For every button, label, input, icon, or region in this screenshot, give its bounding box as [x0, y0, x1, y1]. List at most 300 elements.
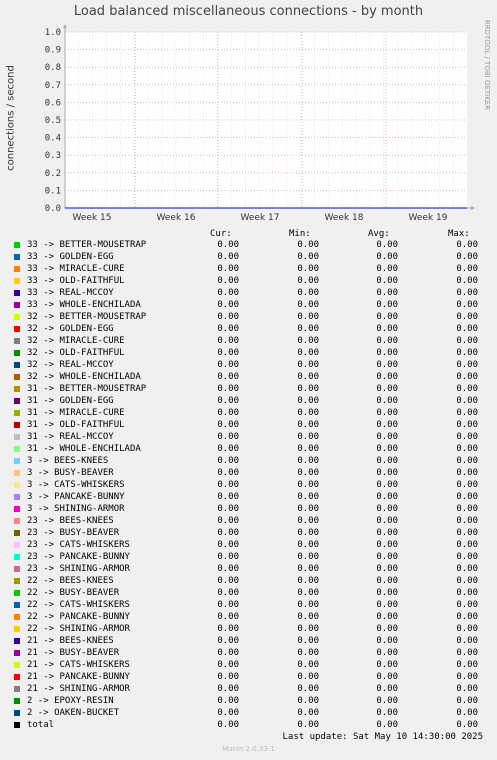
legend-value-avg: 0.00 — [376, 348, 398, 358]
legend-value-avg: 0.00 — [376, 276, 398, 286]
legend-swatch — [14, 242, 20, 248]
legend-value-cur: 0.00 — [217, 360, 239, 370]
legend-value-avg: 0.00 — [376, 612, 398, 622]
legend-row — [0, 348, 497, 360]
legend-value-cur: 0.00 — [217, 552, 239, 562]
legend-value-cur: 0.00 — [217, 540, 239, 550]
legend-value-avg: 0.00 — [376, 624, 398, 634]
legend-value-max: 0.00 — [456, 252, 478, 262]
legend-swatch — [14, 302, 20, 308]
legend-value-cur: 0.00 — [217, 480, 239, 490]
munin-version: Munin 2.0.33-1 — [222, 745, 275, 753]
legend-value-cur: 0.00 — [217, 444, 239, 454]
legend-value-min: 0.00 — [297, 660, 319, 670]
legend-value-avg: 0.00 — [376, 708, 398, 718]
legend-row — [0, 504, 497, 516]
legend-value-min: 0.00 — [297, 672, 319, 682]
legend-swatch — [14, 398, 20, 404]
legend-value-avg: 0.00 — [376, 432, 398, 442]
y-tick-label: 0.7 — [44, 80, 61, 91]
legend-series-name: 2 -> OAKEN-BUCKET — [27, 708, 120, 718]
legend-row — [0, 384, 497, 396]
legend-value-cur: 0.00 — [217, 576, 239, 586]
legend-value-min: 0.00 — [297, 360, 319, 370]
x-tick-label: Week 19 — [408, 213, 448, 223]
legend-series-name: 32 -> MIRACLE-CURE — [27, 336, 125, 346]
legend-value-min: 0.00 — [297, 372, 319, 382]
legend-value-min: 0.00 — [297, 420, 319, 430]
legend-value-cur: 0.00 — [217, 516, 239, 526]
y-tick-label: 0.0 — [44, 204, 61, 214]
legend-row — [0, 300, 497, 312]
legend-swatch — [14, 266, 20, 272]
legend-value-max: 0.00 — [456, 456, 478, 466]
y-tick-label: 0.5 — [44, 116, 61, 126]
legend-value-avg: 0.00 — [376, 240, 398, 250]
legend-series-name: 22 -> SHINING-ARMOR — [27, 624, 130, 634]
legend-swatch — [14, 410, 20, 416]
rrdtool-watermark: RRDTOOL / TOBI OETIKER — [483, 19, 491, 111]
legend-value-min: 0.00 — [297, 456, 319, 466]
legend-swatch — [14, 350, 20, 356]
legend-value-cur: 0.00 — [217, 300, 239, 310]
legend-value-max: 0.00 — [456, 636, 478, 646]
legend-value-cur: 0.00 — [217, 648, 239, 658]
legend-row — [0, 372, 497, 384]
legend-row — [0, 576, 497, 588]
legend-value-cur: 0.00 — [217, 720, 239, 730]
legend-value-min: 0.00 — [297, 708, 319, 718]
legend-series-name: 23 -> BUSY-BEAVER — [27, 528, 120, 538]
legend-swatch — [14, 566, 20, 572]
legend-value-max: 0.00 — [456, 312, 478, 322]
legend-value-avg: 0.00 — [376, 516, 398, 526]
y-tick-label: 0.1 — [44, 186, 61, 197]
legend-value-avg: 0.00 — [376, 492, 398, 502]
last-update: Last update: Sat May 10 14:30:00 2025 — [282, 732, 483, 742]
legend-value-max: 0.00 — [456, 516, 478, 526]
legend-swatch — [14, 530, 20, 536]
legend-value-avg: 0.00 — [376, 540, 398, 550]
legend-value-min: 0.00 — [297, 564, 319, 574]
legend-value-min: 0.00 — [297, 504, 319, 514]
legend-value-min: 0.00 — [297, 468, 319, 478]
legend-swatch — [14, 314, 20, 320]
legend-series-name: 22 -> BUSY-BEAVER — [27, 588, 120, 598]
legend-row — [0, 276, 497, 288]
legend-row — [0, 240, 497, 252]
legend-value-avg: 0.00 — [376, 372, 398, 382]
legend-value-max: 0.00 — [456, 648, 478, 658]
legend-swatch — [14, 650, 20, 656]
legend-value-min: 0.00 — [297, 552, 319, 562]
legend-swatch — [14, 518, 20, 524]
legend-header-cur: Cur: — [210, 229, 232, 239]
legend-row — [0, 456, 497, 468]
legend-swatch — [14, 422, 20, 428]
legend-value-max: 0.00 — [456, 408, 478, 418]
legend-series-name: 21 -> BUSY-BEAVER — [27, 648, 120, 658]
legend-value-max: 0.00 — [456, 480, 478, 490]
legend-value-cur: 0.00 — [217, 468, 239, 478]
legend-value-max: 0.00 — [456, 528, 478, 538]
legend-value-avg: 0.00 — [376, 456, 398, 466]
legend-value-min: 0.00 — [297, 348, 319, 358]
legend-value-avg: 0.00 — [376, 360, 398, 370]
legend-swatch — [14, 458, 20, 464]
legend-value-cur: 0.00 — [217, 492, 239, 502]
legend-series-name: 22 -> PANCAKE-BUNNY — [27, 612, 130, 622]
legend-value-min: 0.00 — [297, 336, 319, 346]
legend-series-name: 32 -> BETTER-MOUSETRAP — [27, 312, 147, 322]
legend-value-avg: 0.00 — [376, 588, 398, 598]
legend-value-avg: 0.00 — [376, 444, 398, 454]
legend-value-min: 0.00 — [297, 396, 319, 406]
legend-value-min: 0.00 — [297, 612, 319, 622]
legend-swatch — [14, 290, 20, 296]
legend-series-name: 22 -> BEES-KNEES — [27, 576, 114, 586]
legend-value-max: 0.00 — [456, 324, 478, 334]
legend-value-min: 0.00 — [297, 516, 319, 526]
legend-row — [0, 516, 497, 528]
legend-value-min: 0.00 — [297, 588, 319, 598]
legend-series-name: 33 -> REAL-MCCOY — [27, 288, 114, 298]
legend-swatch — [14, 338, 20, 344]
legend-series-name: 23 -> BEES-KNEES — [27, 516, 114, 526]
legend-value-max: 0.00 — [456, 492, 478, 502]
legend-series-name: 3 -> PANCAKE-BUNNY — [27, 492, 125, 502]
legend-swatch — [14, 662, 20, 668]
legend-value-avg: 0.00 — [376, 648, 398, 658]
legend-value-min: 0.00 — [297, 528, 319, 538]
legend-value-cur: 0.00 — [217, 504, 239, 514]
legend-value-cur: 0.00 — [217, 684, 239, 694]
legend-value-cur: 0.00 — [217, 384, 239, 394]
legend-row — [0, 660, 497, 672]
legend-value-avg: 0.00 — [376, 504, 398, 514]
legend-row — [0, 264, 497, 276]
legend-row — [0, 444, 497, 456]
legend-series-name: 33 -> WHOLE-ENCHILADA — [27, 300, 141, 310]
legend-value-min: 0.00 — [297, 384, 319, 394]
legend-header-min: Min: — [289, 229, 311, 239]
legend-swatch — [14, 362, 20, 368]
legend-row — [0, 480, 497, 492]
legend-value-avg: 0.00 — [376, 528, 398, 538]
legend-series-name: 21 -> PANCAKE-BUNNY — [27, 672, 130, 682]
legend-row — [0, 468, 497, 480]
legend-value-max: 0.00 — [456, 696, 478, 706]
legend-row — [0, 360, 497, 372]
legend-series-name: 33 -> BETTER-MOUSETRAP — [27, 240, 147, 250]
y-tick-label: 0.9 — [44, 45, 61, 56]
legend-value-avg: 0.00 — [376, 420, 398, 430]
legend-row — [0, 648, 497, 660]
legend-row — [0, 492, 497, 504]
legend-value-avg: 0.00 — [376, 396, 398, 406]
legend-value-avg: 0.00 — [376, 300, 398, 310]
legend-row — [0, 540, 497, 552]
legend-row — [0, 312, 497, 324]
legend-row — [0, 396, 497, 408]
y-tick-label: 0.3 — [44, 151, 61, 162]
legend-series-name: total — [27, 720, 55, 730]
legend-value-min: 0.00 — [297, 480, 319, 490]
legend-value-avg: 0.00 — [376, 324, 398, 334]
legend-value-cur: 0.00 — [217, 564, 239, 574]
legend-swatch — [14, 554, 20, 560]
legend-value-min: 0.00 — [297, 600, 319, 610]
legend-series-name: 23 -> PANCAKE-BUNNY — [27, 552, 130, 562]
legend-series-name: 23 -> SHINING-ARMOR — [27, 564, 130, 574]
legend-value-min: 0.00 — [297, 432, 319, 442]
legend-swatch — [14, 326, 20, 332]
x-tick-label: Week 18 — [324, 213, 364, 223]
legend-value-cur: 0.00 — [217, 252, 239, 262]
x-tick-label: Week 17 — [240, 213, 280, 223]
legend-series-name: 3 -> BUSY-BEAVER — [27, 468, 114, 478]
legend-swatch — [14, 614, 20, 620]
legend-value-cur: 0.00 — [217, 600, 239, 610]
legend-row — [0, 252, 497, 264]
legend-row — [0, 288, 497, 300]
legend-value-max: 0.00 — [456, 300, 478, 310]
legend-series-name: 31 -> MIRACLE-CURE — [27, 408, 125, 418]
legend-series-name: 3 -> CATS-WHISKERS — [27, 480, 125, 490]
y-tick-label: 1.0 — [44, 28, 61, 38]
legend-series-name: 3 -> SHINING-ARMOR — [27, 504, 125, 514]
legend-value-max: 0.00 — [456, 564, 478, 574]
legend-series-name: 31 -> WHOLE-ENCHILADA — [27, 444, 141, 454]
legend-row — [0, 684, 497, 696]
legend-header-max: Max: — [448, 229, 470, 239]
legend-value-avg: 0.00 — [376, 564, 398, 574]
legend-swatch — [14, 374, 20, 380]
legend-swatch — [14, 506, 20, 512]
legend-series-name: 2 -> EPOXY-RESIN — [27, 696, 114, 706]
legend-value-cur: 0.00 — [217, 660, 239, 670]
legend-swatch — [14, 278, 20, 284]
legend-swatch — [14, 254, 20, 260]
legend-value-avg: 0.00 — [376, 288, 398, 298]
legend-swatch — [14, 494, 20, 500]
x-tick-label: Week 15 — [72, 213, 112, 223]
legend-value-cur: 0.00 — [217, 612, 239, 622]
legend-value-avg: 0.00 — [376, 408, 398, 418]
legend-row — [0, 432, 497, 444]
legend-value-min: 0.00 — [297, 636, 319, 646]
legend-header-avg: Avg: — [368, 229, 390, 239]
legend-value-cur: 0.00 — [217, 396, 239, 406]
legend-value-avg: 0.00 — [376, 600, 398, 610]
legend-value-cur: 0.00 — [217, 264, 239, 274]
legend-value-max: 0.00 — [456, 624, 478, 634]
legend-swatch — [14, 722, 20, 728]
legend-series-name: 21 -> CATS-WHISKERS — [27, 660, 130, 670]
legend-value-min: 0.00 — [297, 720, 319, 730]
legend-value-cur: 0.00 — [217, 288, 239, 298]
legend-value-min: 0.00 — [297, 648, 319, 658]
legend-value-max: 0.00 — [456, 600, 478, 610]
legend-value-min: 0.00 — [297, 240, 319, 250]
legend-series-name: 3 -> BEES-KNEES — [27, 456, 109, 466]
y-tick-label: 0.2 — [44, 168, 61, 179]
legend-value-avg: 0.00 — [376, 384, 398, 394]
legend-value-min: 0.00 — [297, 444, 319, 454]
legend-series-name: 32 -> GOLDEN-EGG — [27, 324, 114, 334]
legend-value-max: 0.00 — [456, 396, 478, 406]
legend-series-name: 31 -> OLD-FAITHFUL — [27, 420, 125, 430]
legend-value-max: 0.00 — [456, 288, 478, 298]
legend-value-cur: 0.00 — [217, 696, 239, 706]
legend-series-name: 33 -> MIRACLE-CURE — [27, 264, 125, 274]
legend-value-cur: 0.00 — [217, 588, 239, 598]
legend-value-cur: 0.00 — [217, 408, 239, 418]
legend-value-avg: 0.00 — [376, 672, 398, 682]
legend-row — [0, 528, 497, 540]
legend-row — [0, 588, 497, 600]
legend-swatch — [14, 602, 20, 608]
legend-swatch — [14, 626, 20, 632]
legend-value-max: 0.00 — [456, 576, 478, 586]
legend-row — [0, 564, 497, 576]
legend-value-cur: 0.00 — [217, 276, 239, 286]
legend-series-name: 33 -> OLD-FAITHFUL — [27, 276, 125, 286]
legend-value-min: 0.00 — [297, 324, 319, 334]
legend-swatch — [14, 542, 20, 548]
legend-swatch — [14, 686, 20, 692]
legend-value-cur: 0.00 — [217, 324, 239, 334]
legend-row — [0, 324, 497, 336]
legend-swatch — [14, 590, 20, 596]
legend-value-min: 0.00 — [297, 696, 319, 706]
legend-row — [0, 420, 497, 432]
legend-value-cur: 0.00 — [217, 336, 239, 346]
legend-value-min: 0.00 — [297, 300, 319, 310]
legend-value-cur: 0.00 — [217, 348, 239, 358]
legend-value-cur: 0.00 — [217, 240, 239, 250]
chart-plot — [0, 0, 497, 230]
legend-value-avg: 0.00 — [376, 312, 398, 322]
legend-value-min: 0.00 — [297, 312, 319, 322]
legend-value-max: 0.00 — [456, 360, 478, 370]
legend-swatch — [14, 470, 20, 476]
legend-row — [0, 408, 497, 420]
legend-value-max: 0.00 — [456, 468, 478, 478]
legend-value-min: 0.00 — [297, 288, 319, 298]
legend-value-max: 0.00 — [456, 504, 478, 514]
y-tick-label: 0.6 — [44, 98, 61, 109]
legend-swatch — [14, 434, 20, 440]
legend-series-name: 32 -> REAL-MCCOY — [27, 360, 114, 370]
legend-value-max: 0.00 — [456, 372, 478, 382]
legend-row — [0, 552, 497, 564]
legend-value-max: 0.00 — [456, 540, 478, 550]
legend-series-name: 31 -> GOLDEN-EGG — [27, 396, 114, 406]
legend-value-avg: 0.00 — [376, 660, 398, 670]
legend-series-name: 23 -> CATS-WHISKERS — [27, 540, 130, 550]
legend-value-avg: 0.00 — [376, 336, 398, 346]
legend-value-avg: 0.00 — [376, 264, 398, 274]
legend-row — [0, 600, 497, 612]
legend-value-max: 0.00 — [456, 552, 478, 562]
legend-value-avg: 0.00 — [376, 468, 398, 478]
legend-value-cur: 0.00 — [217, 528, 239, 538]
legend-value-cur: 0.00 — [217, 456, 239, 466]
legend-value-max: 0.00 — [456, 672, 478, 682]
legend-value-min: 0.00 — [297, 624, 319, 634]
legend-value-avg: 0.00 — [376, 552, 398, 562]
legend-series-name: 33 -> GOLDEN-EGG — [27, 252, 114, 262]
legend-swatch — [14, 674, 20, 680]
legend-value-max: 0.00 — [456, 336, 478, 346]
legend-value-avg: 0.00 — [376, 720, 398, 730]
legend-value-max: 0.00 — [456, 276, 478, 286]
legend-value-max: 0.00 — [456, 588, 478, 598]
x-axis-arrow — [471, 206, 475, 210]
legend-value-max: 0.00 — [456, 444, 478, 454]
legend-value-cur: 0.00 — [217, 372, 239, 382]
legend-series-name: 21 -> BEES-KNEES — [27, 636, 114, 646]
legend-row — [0, 672, 497, 684]
legend-series-name: 22 -> CATS-WHISKERS — [27, 600, 130, 610]
legend-value-cur: 0.00 — [217, 420, 239, 430]
legend-value-avg: 0.00 — [376, 480, 398, 490]
legend-swatch — [14, 386, 20, 392]
legend-value-min: 0.00 — [297, 576, 319, 586]
legend-value-cur: 0.00 — [217, 432, 239, 442]
legend-row — [0, 708, 497, 720]
legend-value-min: 0.00 — [297, 276, 319, 286]
legend-value-max: 0.00 — [456, 264, 478, 274]
legend-value-max: 0.00 — [456, 348, 478, 358]
legend-value-min: 0.00 — [297, 540, 319, 550]
legend-row — [0, 336, 497, 348]
y-tick-label: 0.4 — [44, 133, 61, 144]
legend-value-max: 0.00 — [456, 420, 478, 430]
y-axis-label: connections / second — [5, 65, 17, 171]
legend-value-max: 0.00 — [456, 384, 478, 394]
x-tick-label: Week 16 — [156, 213, 196, 223]
legend-series-name: 31 -> BETTER-MOUSETRAP — [27, 384, 147, 394]
legend-value-avg: 0.00 — [376, 636, 398, 646]
legend-series-name: 31 -> REAL-MCCOY — [27, 432, 114, 442]
legend-value-avg: 0.00 — [376, 684, 398, 694]
legend-value-avg: 0.00 — [376, 696, 398, 706]
legend-value-min: 0.00 — [297, 684, 319, 694]
legend-value-min: 0.00 — [297, 252, 319, 262]
legend-series-name: 32 -> WHOLE-ENCHILADA — [27, 372, 141, 382]
legend-row — [0, 636, 497, 648]
legend-value-cur: 0.00 — [217, 624, 239, 634]
legend-value-max: 0.00 — [456, 240, 478, 250]
y-tick-label: 0.8 — [44, 63, 61, 74]
legend-series-name: 21 -> SHINING-ARMOR — [27, 684, 130, 694]
legend-value-cur: 0.00 — [217, 312, 239, 322]
legend-value-cur: 0.00 — [217, 636, 239, 646]
legend-value-min: 0.00 — [297, 492, 319, 502]
legend-value-max: 0.00 — [456, 720, 478, 730]
legend-value-min: 0.00 — [297, 264, 319, 274]
legend-row — [0, 696, 497, 708]
legend-row — [0, 612, 497, 624]
chart-title: Load balanced miscellaneous connections - by month — [73, 4, 424, 19]
legend-value-max: 0.00 — [456, 660, 478, 670]
legend-value-cur: 0.00 — [217, 672, 239, 682]
legend-swatch — [14, 446, 20, 452]
legend-swatch — [14, 698, 20, 704]
legend-row — [0, 720, 497, 732]
